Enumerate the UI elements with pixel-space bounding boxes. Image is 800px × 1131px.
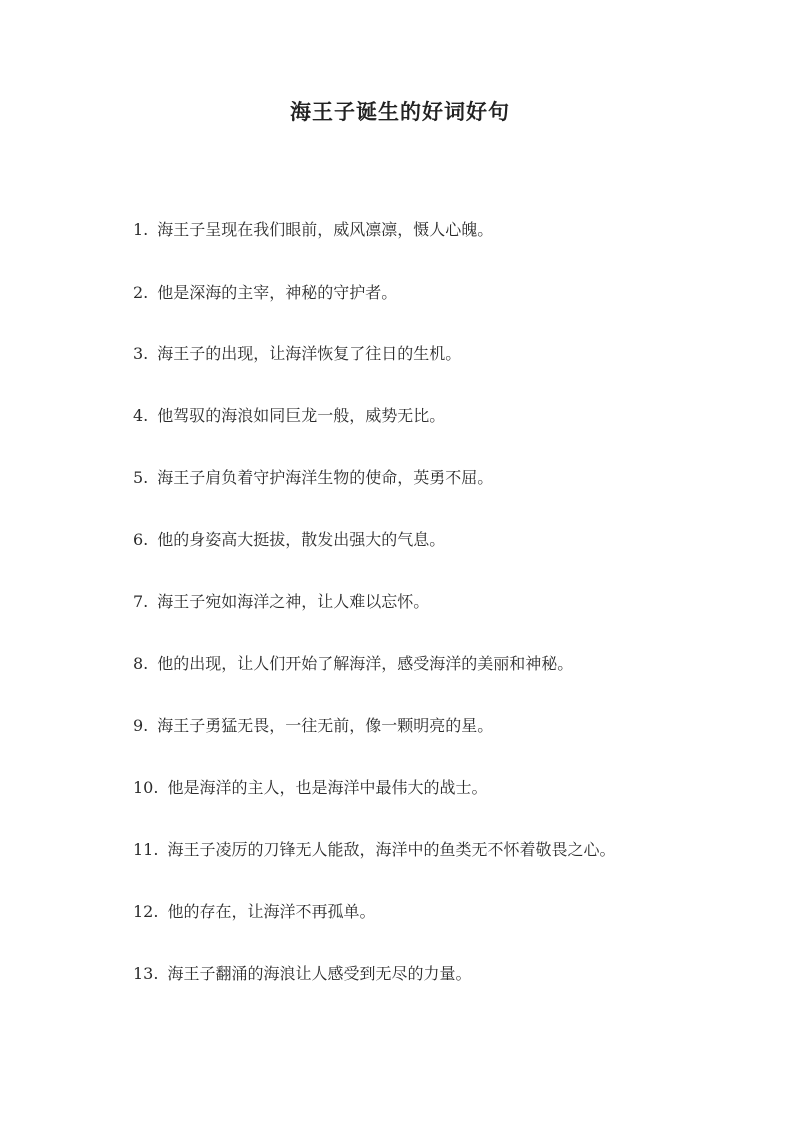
item-text: 海王子的出现，让海洋恢复了往日的生机。	[157, 344, 462, 363]
list-item	[133, 652, 773, 676]
item-number: 4.	[133, 406, 149, 425]
document-title: 海王子诞生的好词好句	[290, 99, 510, 124]
item-number: 2.	[133, 283, 149, 302]
item-number: 1.	[133, 220, 149, 239]
list-item	[133, 404, 773, 428]
item-text: 他的身姿高大挺拔，散发出强大的气息。	[157, 530, 446, 549]
item-text: 他是海洋的主人，也是海洋中最伟大的战士。	[167, 778, 488, 797]
item-text: 海王子肩负着守护海洋生物的使命，英勇不屈。	[157, 468, 494, 487]
list-item	[133, 342, 773, 366]
item-text: 他驾驭的海浪如同巨龙一般，威势无比。	[157, 406, 446, 425]
item-number: 11.	[133, 840, 159, 859]
item-number: 10.	[133, 778, 159, 797]
item-number: 7.	[133, 592, 149, 611]
item-text: 海王子呈现在我们眼前，威风凛凛，慑人心魄。	[157, 220, 494, 239]
item-text: 海王子宛如海洋之神，让人难以忘怀。	[157, 592, 430, 611]
item-text: 他的出现，让人们开始了解海洋，感受海洋的美丽和神秘。	[157, 654, 574, 673]
list-item	[133, 838, 773, 862]
list-item	[133, 962, 773, 986]
list-item	[133, 714, 773, 738]
item-text: 他的存在，让海洋不再孤单。	[167, 902, 376, 921]
list-item	[133, 281, 773, 305]
list-item	[133, 776, 773, 800]
item-number: 5.	[133, 468, 149, 487]
item-number: 12.	[133, 902, 159, 921]
item-number: 6.	[133, 530, 149, 549]
item-text: 海王子翻涌的海浪让人感受到无尽的力量。	[167, 964, 472, 983]
item-number: 3.	[133, 344, 149, 363]
item-number: 8.	[133, 654, 149, 673]
item-number: 13.	[133, 964, 159, 983]
list-item	[133, 900, 773, 924]
item-text: 他是深海的主宰，神秘的守护者。	[157, 283, 398, 302]
item-text: 海王子凌厉的刀锋无人能敌，海洋中的鱼类无不怀着敬畏之心。	[167, 840, 616, 859]
list-item	[133, 528, 773, 552]
list-item	[133, 590, 773, 614]
list-item	[133, 466, 773, 490]
item-text: 海王子勇猛无畏，一往无前，像一颗明亮的星。	[157, 716, 494, 735]
list-item	[133, 218, 773, 242]
item-number: 9.	[133, 716, 149, 735]
